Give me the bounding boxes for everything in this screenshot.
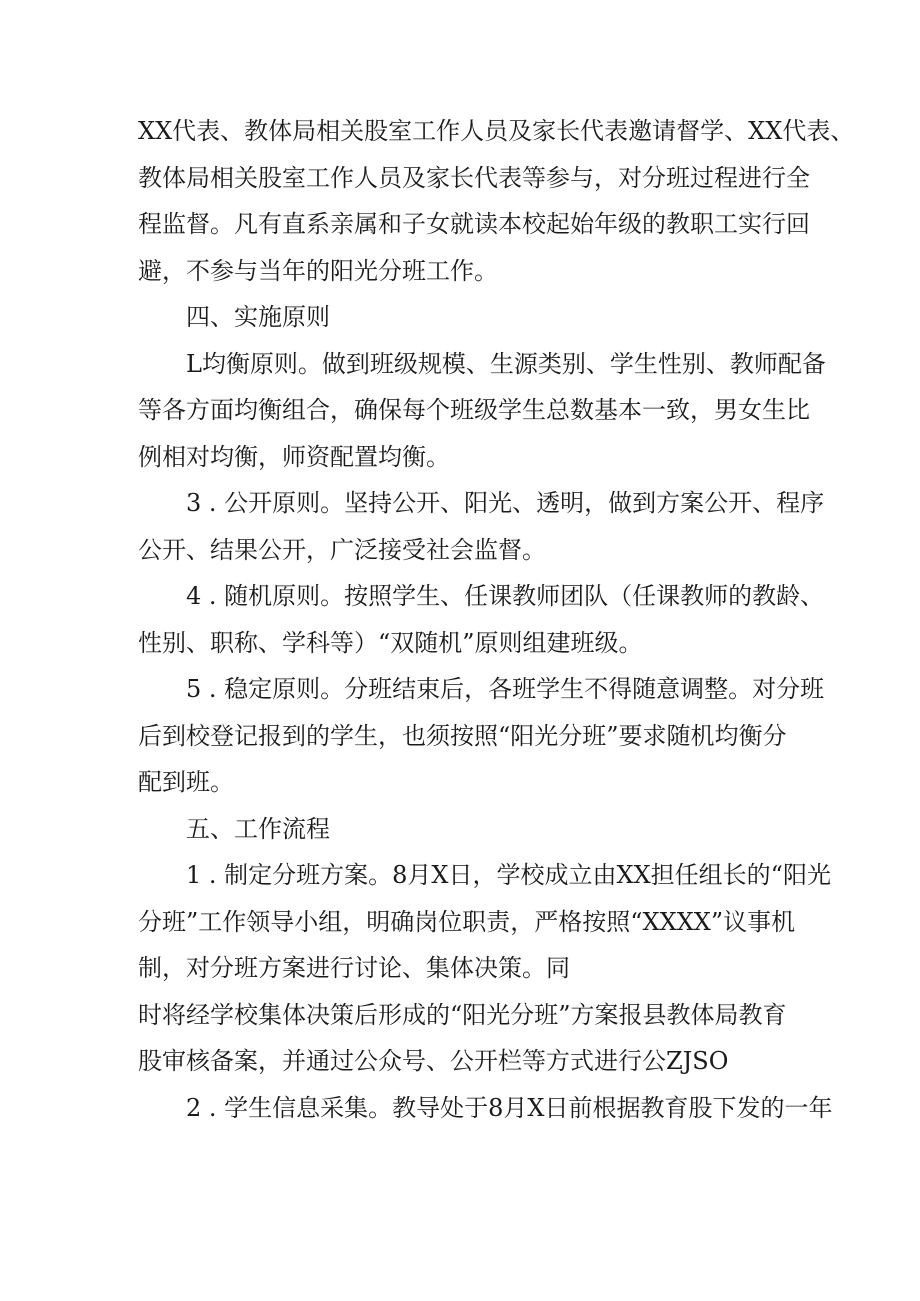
text-line: XX代表、教体局相关股室工作人员及家长代表邀请督学、XX代表、 [138,117,855,145]
text-line: 五、工作流程 [186,814,330,843]
text-line: 配到班。 [138,768,234,796]
text-line: 四、实施原则 [186,303,330,331]
paragraph [138,480,825,573]
paragraph [138,852,831,1085]
paragraph [138,294,808,341]
text-line: 5 . 稳定原则。分班结束后，各班学生不得随意调整。对分班 [186,675,825,703]
text-line: 程监督。凡有直系亲属和子女就读本校起始年级的教职工实行回 [138,210,810,238]
paragraph [138,666,825,806]
document-body [138,108,855,1131]
paragraph [138,341,826,481]
text-line: L均衡原则。做到班级规模、生源类别、学生性别、教师配备 [186,349,826,378]
text-line: 例相对均衡，师资配置均衡。 [138,442,450,471]
text-line: 性别、职称、学科等）“双随机”原则组建班级。 [138,628,643,657]
text-line: 制，对分班方案进行讨论、集体决策。同 [138,954,570,982]
text-line: 后到校登记报到的学生，也须按照“阳光分班”要求随机均衡分 [138,721,787,750]
text-line: 教体局相关股室工作人员及家长代表等参与，对分班过程进行全 [138,163,810,192]
text-line: 1 . 制定分班方案。8月X日，学校成立由XX担任组长的“阳光 [186,861,831,889]
text-line: 避，不参与当年的阳光分班工作。 [138,256,498,285]
text-line: 等各方面均衡组合，确保每个班级学生总数基本一致，男女生比 [138,396,810,424]
paragraph [138,806,808,853]
text-line: 4 . 随机原则。按照学生、任课教师团队（任课教师的教龄、 [186,582,825,610]
text-line: 股审核备案，并通过公众号、公开栏等方式进行公ZJSO [138,1047,729,1075]
text-line: 2 . 学生信息采集。教导处于8月X日前根据教育股下发的一年 [186,1093,833,1122]
paragraph [138,1085,833,1132]
text-line: 时将经学校集体决策后形成的“阳光分班”方案报县教体局教育 [138,1000,787,1029]
text-line: 3 . 公开原则。坚持公开、阳光、透明，做到方案公开、程序 [186,489,825,517]
paragraph [138,573,825,666]
paragraph [138,108,855,294]
text-line: 分班”工作领导小组，明确岗位职责，严格按照“XXXX”议事机 [138,907,796,936]
text-line: 公开、结果公开，广泛接受社会监督。 [138,535,546,564]
